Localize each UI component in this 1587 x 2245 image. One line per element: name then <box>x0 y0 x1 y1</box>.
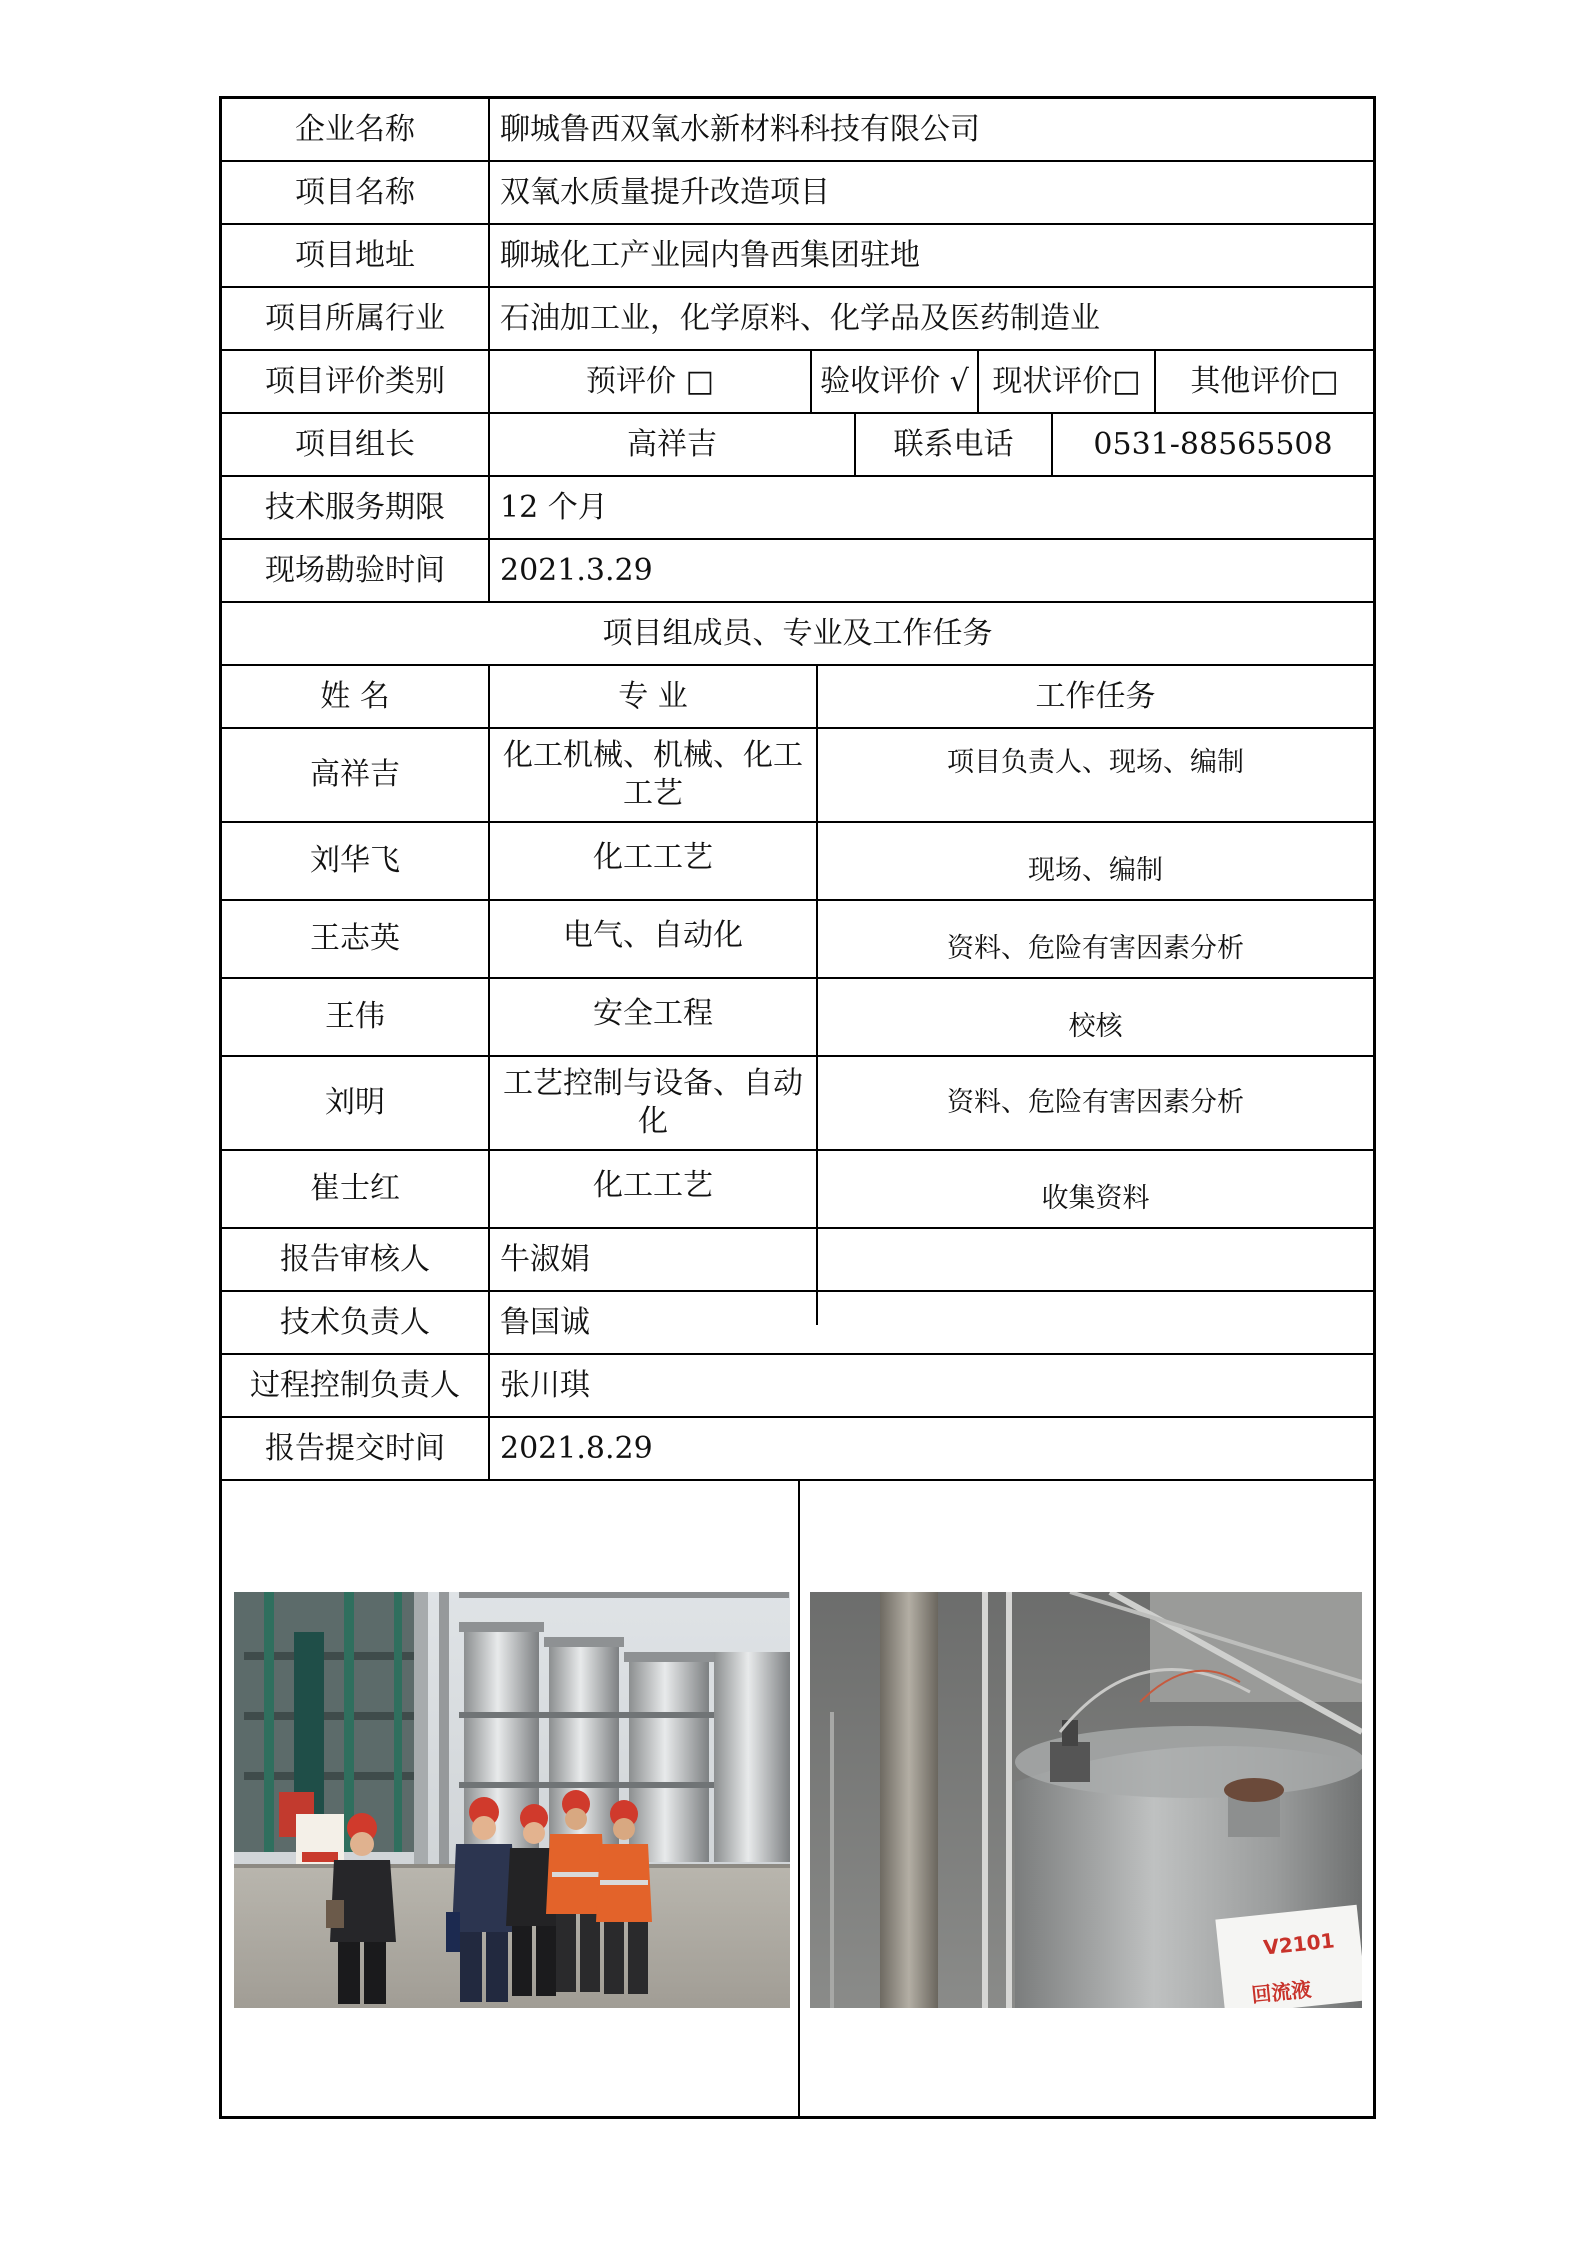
member-name: 刘明 <box>325 1085 385 1120</box>
header-task: 工作任务 <box>1035 678 1156 714</box>
member-name: 刘华飞 <box>310 843 400 878</box>
phone-label: 联系电话 <box>893 426 1014 462</box>
project-label: 项目名称 <box>295 174 415 210</box>
site-team-photo <box>234 1592 790 2008</box>
category-label: 项目评价类别 <box>265 363 445 399</box>
member-major: 工艺控制与设备、自动化 <box>503 1066 803 1139</box>
tank-sign-text: 回流液 <box>1250 1977 1313 2008</box>
tank-tag-text: V2101 <box>1262 1928 1336 1960</box>
member-task: 收集资料 <box>1041 1183 1150 1214</box>
phone-value: 0531-88565508 <box>1093 426 1333 462</box>
member-task: 项目负责人、现场、编制 <box>947 747 1244 778</box>
tech-value: 鲁国诚 <box>500 1304 590 1340</box>
company-label: 企业名称 <box>295 111 415 147</box>
member-major: 化工工艺 <box>593 840 713 875</box>
member-name: 崔士红 <box>310 1171 400 1206</box>
survey-value: 2021.3.29 <box>500 552 653 588</box>
category-option-current: 现状评价□ <box>992 363 1141 399</box>
member-major: 化工工艺 <box>593 1168 713 1203</box>
industry-value: 石油加工业，化学原料、化学品及医药制造业 <box>500 300 1100 336</box>
header-major: 专 业 <box>618 678 688 714</box>
member-task: 资料、危险有害因素分析 <box>947 1087 1244 1118</box>
submit-label: 报告提交时间 <box>265 1430 445 1466</box>
category-option-acceptance: 验收评价 √ <box>820 363 969 399</box>
company-value: 聊城鲁西双氧水新材料科技有限公司 <box>500 111 980 147</box>
member-major: 电气、自动化 <box>563 918 743 953</box>
project-value: 双氧水质量提升改造项目 <box>500 174 830 210</box>
process-label: 过程控制负责人 <box>250 1367 460 1403</box>
period-label: 技术服务期限 <box>265 489 445 525</box>
period-value: 12 个月 <box>500 489 608 525</box>
category-option-pre: 预评价 □ <box>586 363 714 399</box>
reviewer-value: 牛淑娟 <box>500 1241 590 1277</box>
member-task: 资料、危险有害因素分析 <box>947 933 1244 964</box>
reviewer-label: 报告审核人 <box>280 1241 430 1277</box>
address-value: 聊城化工产业园内鲁西集团驻地 <box>500 237 920 273</box>
member-major: 安全工程 <box>593 996 713 1031</box>
leader-name: 高祥吉 <box>627 426 717 462</box>
equipment-tank-photo <box>810 1592 1362 2008</box>
tech-label: 技术负责人 <box>280 1304 430 1340</box>
process-value: 张川琪 <box>500 1367 590 1403</box>
submit-value: 2021.8.29 <box>500 1430 653 1466</box>
member-name: 王志英 <box>310 921 400 956</box>
evaluation-info-table <box>219 96 1376 2119</box>
member-task: 现场、编制 <box>1028 855 1163 886</box>
member-task: 校核 <box>1068 1011 1123 1042</box>
member-major: 化工机械、机械、化工工艺 <box>503 738 803 811</box>
member-name: 王伟 <box>325 999 385 1034</box>
leader-label: 项目组长 <box>295 426 415 462</box>
survey-label: 现场勘验时间 <box>265 552 445 588</box>
team-title: 项目组成员、专业及工作任务 <box>602 615 993 651</box>
industry-label: 项目所属行业 <box>265 300 445 336</box>
header-name: 姓 名 <box>320 678 390 714</box>
category-option-other: 其他评价□ <box>1190 363 1339 399</box>
address-label: 项目地址 <box>295 237 415 273</box>
member-name: 高祥吉 <box>310 757 400 792</box>
